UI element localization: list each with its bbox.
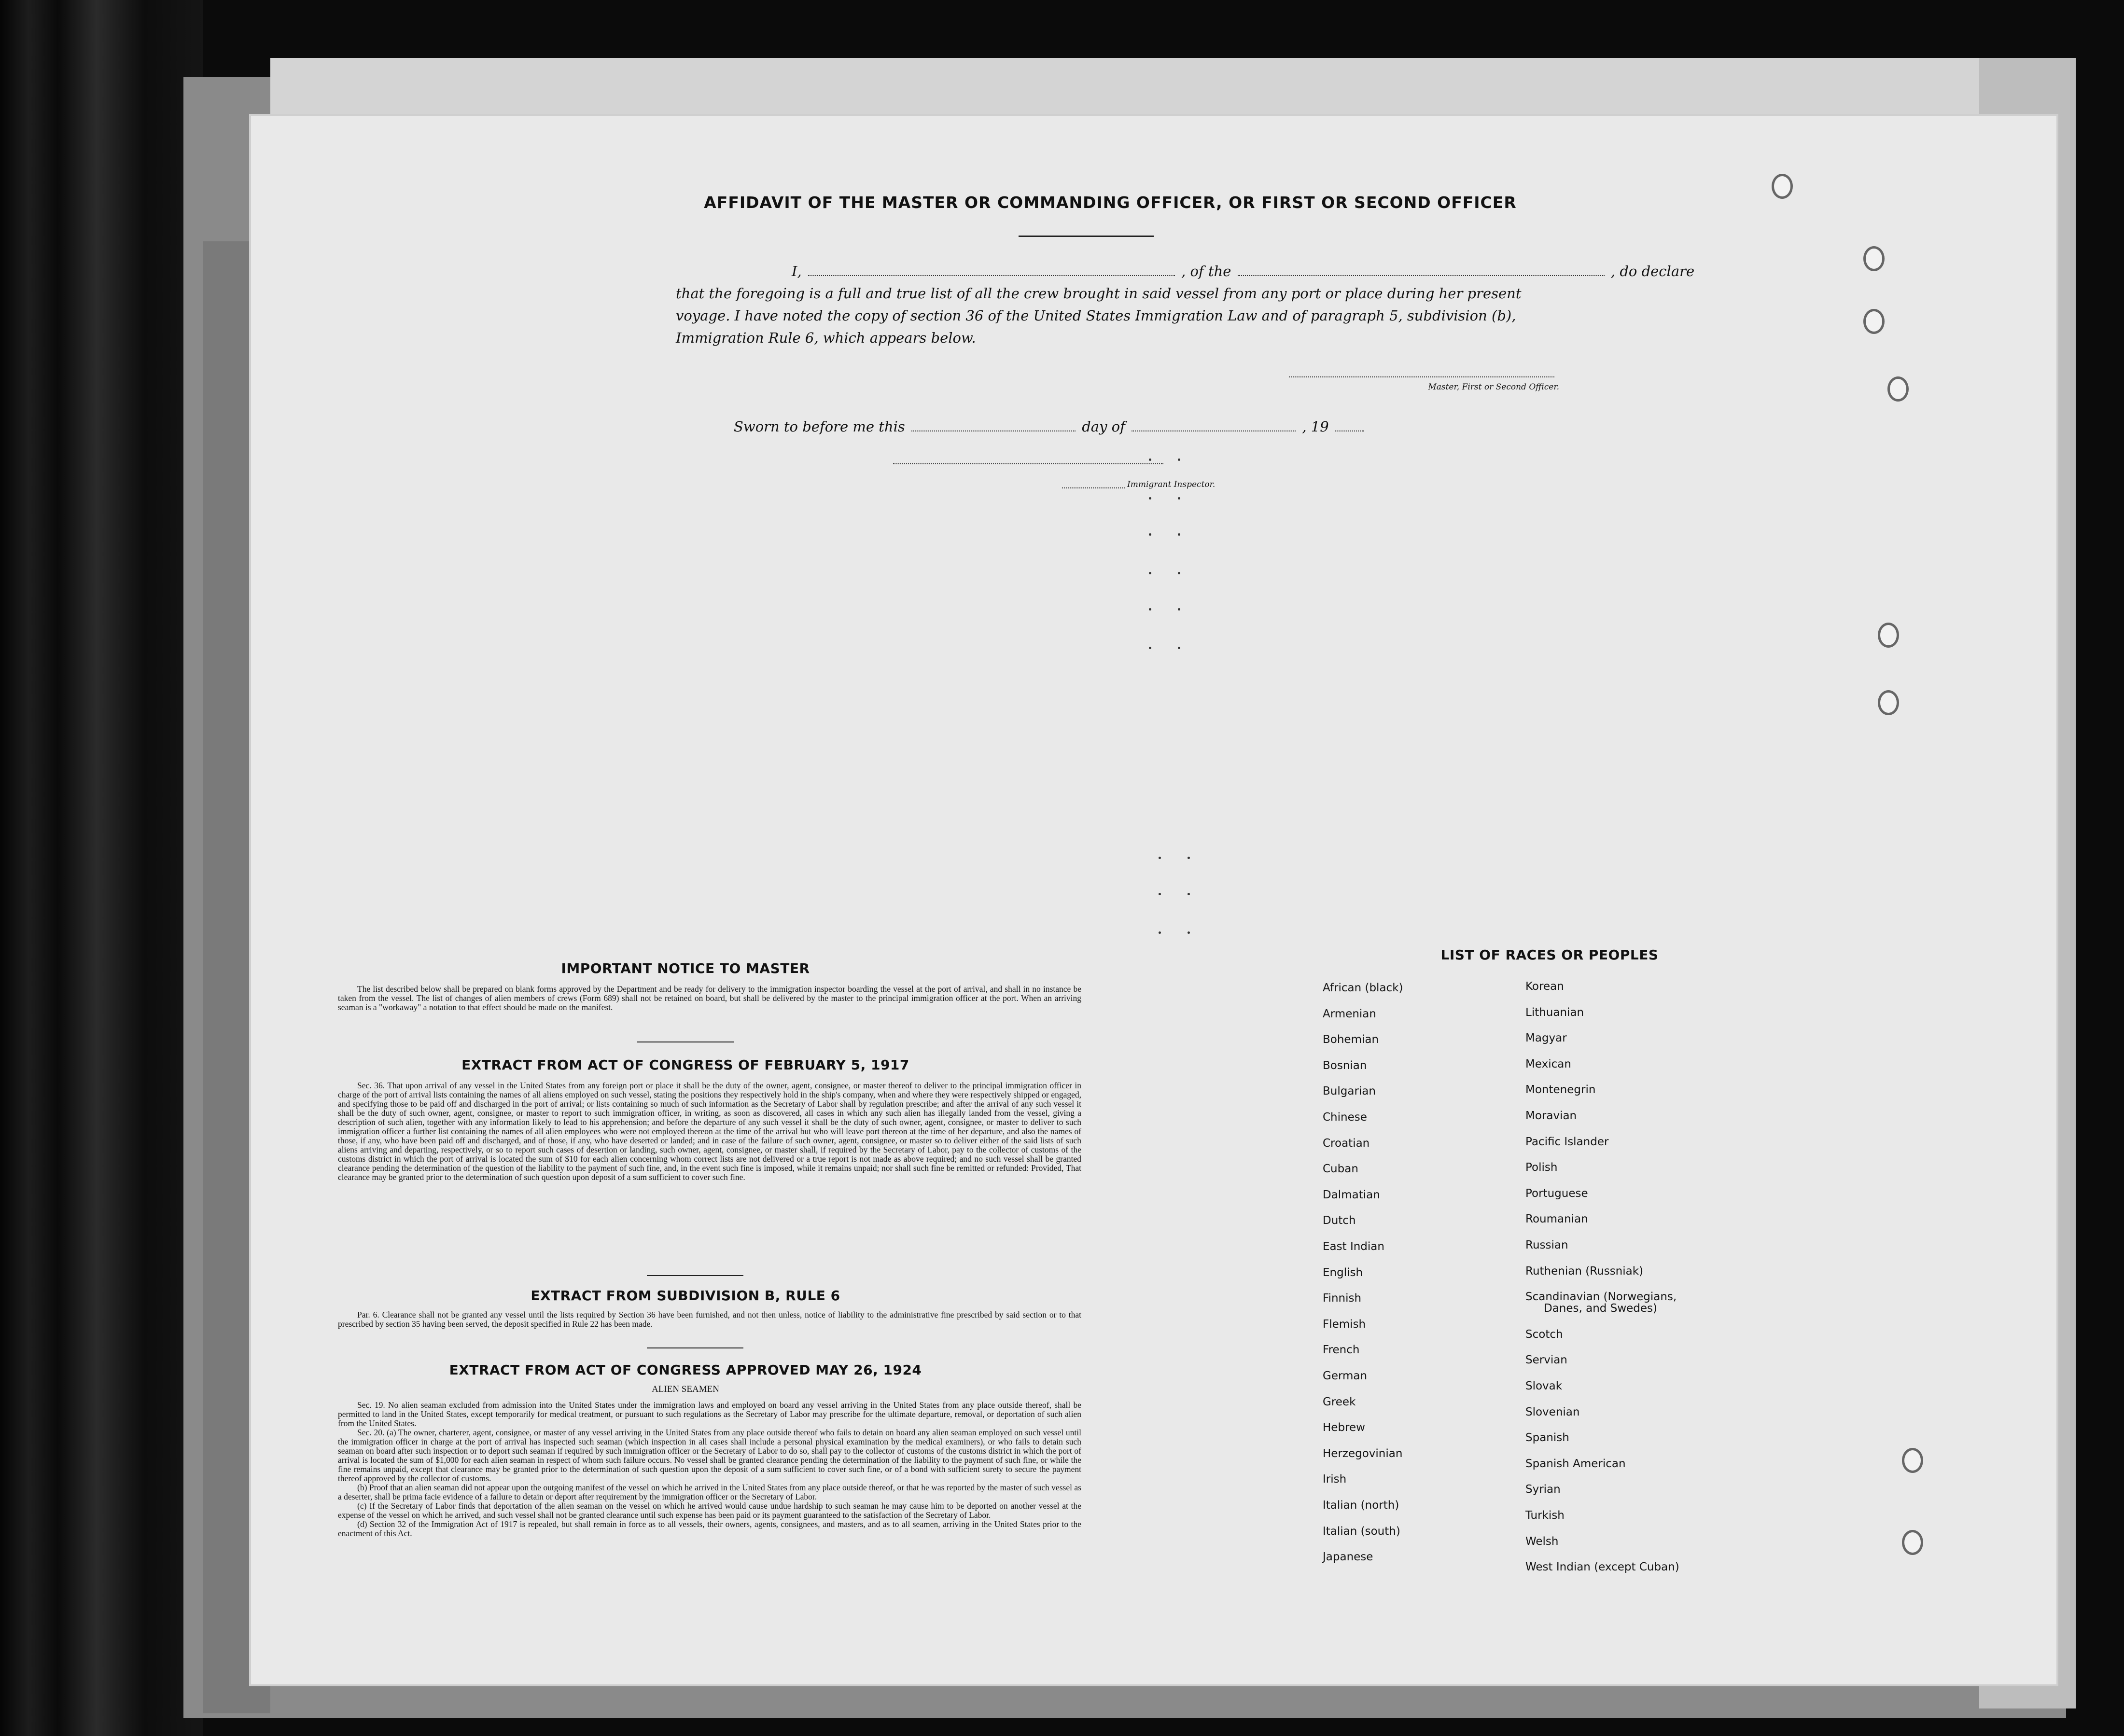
notice-title: IMPORTANT NOTICE TO MASTER (561, 960, 810, 976)
extract-1924-sec20b: (b) Proof that an alien seaman did not appear upon the outgoing manifest of the vessel on which he arrived in the United States from any place outside thereof, or that he was reported by the master of such vessel as a deserter, shall be prima facie evidence of a failure to detain or deport after requirement by the immigration officer or the Secretary of Labor. (338, 1483, 1081, 1501)
punch-hole (1902, 1448, 1923, 1473)
affidavit-line-1 (676, 261, 1844, 282)
races-column-2 (1525, 981, 1796, 1608)
extract-1917-text (338, 1081, 1081, 1182)
stray-mark (1178, 647, 1180, 649)
stray-mark (1149, 608, 1151, 611)
section-divider (647, 1347, 743, 1348)
extract-1917-title: EXTRACT FROM ACT OF CONGRESS OF FEBRUARY 5, 1917 (461, 1057, 909, 1073)
races-column-1 (1323, 982, 1516, 1610)
race-item: Japanese (1323, 1551, 1373, 1564)
stray-mark (1149, 572, 1151, 574)
race-item: Spanish American (1525, 1457, 1626, 1470)
name-blank[interactable] (808, 275, 1175, 276)
stray-mark (1188, 857, 1190, 859)
punch-hole (1878, 623, 1899, 648)
race-item: Pacific Islander (1525, 1135, 1609, 1148)
binder-edge (0, 0, 203, 1736)
affidavit-line-3: voyage. I have noted the copy of section 36 of the United States Immigration Law and of paragraph 5, subdivision (b), (676, 307, 1516, 324)
day-of-text: day of (1082, 418, 1125, 435)
race-item: Slovak (1525, 1380, 1563, 1392)
stray-mark (1188, 931, 1190, 934)
extract-1924-text (338, 1401, 1081, 1538)
race-item: Dutch (1323, 1214, 1356, 1227)
race-item: Armenian (1323, 1007, 1376, 1020)
affidavit-title: AFFIDAVIT OF THE MASTER OR COMMANDING OFFICER, OR FIRST OR SECOND OFFICER (704, 193, 1517, 212)
race-item: German (1323, 1370, 1368, 1382)
year-text: , 19 (1302, 418, 1329, 435)
inspector-caption-line (1062, 487, 1125, 488)
sworn-text: Sworn to before me this (734, 418, 905, 435)
race-item: Portuguese (1525, 1187, 1588, 1200)
section-divider (647, 1275, 743, 1276)
race-item: Scotch (1525, 1328, 1563, 1341)
race-item: Finnish (1323, 1292, 1362, 1305)
stray-mark (1149, 647, 1151, 649)
punch-hole (1863, 309, 1885, 334)
race-item: Croatian (1323, 1137, 1370, 1150)
race-item: Greek (1323, 1395, 1356, 1408)
race-item: Cuban (1323, 1163, 1358, 1176)
affidavit-line-2: that the foregoing is a full and true list of all the crew brought in said vessel from any port or place during her present (676, 285, 1522, 302)
notice-paragraph: The list described below shall be prepared on blank forms approved by the Department and be ready for delivery to the immigration inspector boarding the vessel at the port of arrival, and shall in no instance be taken from the vessel. The list of changes of alien members of crews (Form 689) shall not be retained on board, but shall be delivered by the master to the principal immigration officer at the port. When an arriving seaman is a "workaway" a notation to that effect should be made on the manifest. (338, 984, 1081, 1012)
race-item: Lithuanian (1525, 1006, 1584, 1019)
extract-1924-sec20d: (d) Section 32 of the Immigration Act of 1917 is repealed, but shall remain in force as to all vessels, their owners, agents, consignees, and masters, and as to all seamen, arriving in the United States prior to the enactment of this Act. (338, 1519, 1081, 1538)
race-item: Korean (1525, 980, 1564, 993)
race-item: Bohemian (1323, 1033, 1379, 1046)
stray-mark (1149, 533, 1151, 536)
stray-mark (1178, 572, 1180, 574)
punch-hole (1902, 1530, 1923, 1555)
race-item: Slovenian (1525, 1405, 1580, 1418)
master-caption: Master, First or Second Officer. (1428, 382, 1559, 392)
affidavit-of-the: , of the (1181, 263, 1231, 279)
extract-1917-paragraph: Sec. 36. That upon arrival of any vessel in the United States from any foreign port or place it shall be the duty of the owner, agent, consignee, or master thereof to deliver to the principal immigration officer in charge of the port of arrival lists containing the names of all aliens employed on such vessel, stating the positions they respectively hold in the ship's company, when and where they were respectively shipped or engaged, and specifying those to be paid off and discharged in the port of arrival; or lists containing so much of such information as the Secretary of Labor shall by regulation prescribe; and after the arrival of any such vessel it shall be the duty of such owner, agent, consignee, or master to report to such immigration officer, in writing, as soon as discovered, all cases in which any such alien has illegally landed from the vessel, giving a description of such alien, together with any information likely to lead to his apprehension; and before the departure of any such vessel it shall be the duty of such owner, agent, consignee, or master to deliver to such immigration officer a further list containing the names of all alien employees who were not employed thereon at the time of the arrival but who will leave port thereon at the time of her departure, and also the names of those, if any, who have been paid off and discharged, and of those, if any, who have deserted or landed; and in case of the failure of such owner, agent, consignee, or master so to deliver either of the said lists of such aliens arriving and departing, respectively, or so to report such cases of desertion or landing, such owner, agent, consignee, or master shall, if required by the Secretary of Labor, pay to the collector of customs of the customs district in which the port of arrival is located the sum of $10 for each alien concerning whom correct lists are not delivered or a true report is not made as above required; and no such vessel shall be granted clearance pending the determination of the question of the liability to the payment of such fine, and, in the event such fine is imposed, while it remains unpaid; nor shall such fine be remitted or refunded: Provided, That clearance may be granted prior to the determination of such question upon deposit of a sum sufficient to cover such fine. (338, 1081, 1081, 1182)
race-item: Welsh (1525, 1535, 1559, 1548)
extract-1924-sec20a: Sec. 20. (a) The owner, charterer, agent, consignee, or master of any vessel arriving in the United States from any place outside thereof who fails to detain on board any alien seaman employed on such vessel until the immigration officer in charge at the port of arrival has inspected such seaman (which inspection in all cases shall include a personal physical examination by the medical examiners), or who fails to detain such seaman on board after such inspection or to deport such seaman if required by such immigration officer or the Secretary of Labor to do so, shall pay to the collector of customs of the customs district in which the port of arrival is located the sum of $1,000 for each alien seaman in respect of whom such failure occurs. No vessel shall be granted clearance pending the determination of the liability to the payment of such fine, or while the fine remains unpaid, except that clearance may be granted prior to the determination of such question upon the deposit of a sum sufficient to cover such fine, or of a bond with sufficient surety to secure the payment thereof approved by the collector of customs. (338, 1428, 1081, 1483)
race-item: Syrian (1525, 1483, 1561, 1496)
master-signature-line[interactable] (1289, 376, 1554, 377)
stray-mark (1159, 931, 1161, 934)
stray-mark (1149, 458, 1151, 461)
race-item: Montenegrin (1525, 1083, 1596, 1097)
race-item: Flemish (1323, 1318, 1366, 1331)
race-item: Herzegovinian (1323, 1447, 1403, 1460)
race-item: Magyar (1525, 1032, 1567, 1045)
subdivision-paragraph: Par. 6. Clearance shall not be granted any vessel until the lists required by Section 36 have been furnished, and not then unless, notice of liability to the administrative fine prescribed by said section or to that prescribed by section 35 having been served, the deposit specified in Rule 22 has been made. (338, 1310, 1081, 1329)
races-title: LIST OF RACES OR PEOPLES (1440, 947, 1659, 963)
punch-hole (1863, 246, 1885, 271)
race-item: Polish (1525, 1161, 1558, 1174)
stray-mark (1178, 458, 1180, 461)
race-item: Russian (1525, 1239, 1568, 1251)
race-item: West Indian (except Cuban) (1525, 1561, 1679, 1574)
race-item: Turkish (1525, 1509, 1565, 1522)
stray-mark (1178, 497, 1180, 500)
race-item: Mexican (1525, 1057, 1571, 1070)
subdivision-title: EXTRACT FROM SUBDIVISION B, RULE 6 (531, 1288, 840, 1304)
affidavit-do-declare: , do declare (1610, 263, 1695, 279)
stray-mark (1159, 857, 1161, 859)
affidavit-line-4: Immigration Rule 6, which appears below. (676, 330, 976, 346)
extract-1924-subtitle: ALIEN SEAMEN (652, 1384, 719, 1394)
race-item: Italian (north) (1323, 1499, 1399, 1512)
race-item: African (black) (1323, 982, 1403, 994)
race-item: Bosnian (1323, 1059, 1367, 1072)
inspector-signature-line[interactable] (893, 463, 1163, 464)
stray-mark (1188, 893, 1190, 895)
extract-1924-sec20c: (c) If the Secretary of Labor finds that deportation of the alien seaman on the vessel on which he arrived would cause undue hardship to such seaman he may cause him to be deported on another vessel at the expense of the vessel on which he arrived, and such vessel shall not be granted clearance until such expense has been paid or its payment guaranteed to the satisfaction of the Secretary of Labor. (338, 1501, 1081, 1520)
stray-mark (1159, 893, 1161, 895)
subdivision-text (338, 1310, 1081, 1329)
race-item: Chinese (1323, 1111, 1367, 1124)
extract-1924-sec19: Sec. 19. No alien seaman excluded from admission into the United States under the immigration laws and employed on board any vessel arriving in the United States from any place outside thereof, shall be permitted to land in the United States, except temporarily for medical treatment, or pursuant to such regulations as the Secretary of Labor may prescribe for the ultimate departure, removal, or deportation of such alien from the United States. (338, 1400, 1081, 1428)
race-item: French (1323, 1344, 1360, 1357)
race-item: East Indian (1323, 1240, 1384, 1253)
stray-mark (1149, 497, 1151, 500)
sworn-line (676, 416, 1641, 437)
punch-hole (1878, 690, 1899, 715)
race-item: Moravian (1525, 1110, 1577, 1122)
affidavit-i: I, (792, 263, 802, 279)
notice-text (338, 985, 1081, 1012)
race-item: Dalmatian (1323, 1188, 1380, 1201)
race-item: Bulgarian (1323, 1085, 1376, 1098)
race-item: Italian (south) (1323, 1525, 1400, 1538)
race-item: Servian (1525, 1354, 1567, 1367)
race-item: Hebrew (1323, 1421, 1365, 1434)
race-item: Danes, and Swedes) (1544, 1302, 1657, 1315)
race-item: Roumanian (1525, 1213, 1588, 1226)
title-underline (1019, 236, 1154, 237)
extract-1924-title: EXTRACT FROM ACT OF CONGRESS APPROVED MAY 26, 1924 (449, 1362, 922, 1378)
punch-hole (1887, 376, 1909, 402)
race-item: Spanish (1525, 1431, 1569, 1444)
race-item: Ruthenian (Russniak) (1525, 1264, 1644, 1278)
inspector-caption: Immigrant Inspector. (1127, 480, 1216, 489)
race-item: Irish (1323, 1473, 1347, 1486)
race-item: English (1323, 1266, 1363, 1279)
race-item: Scandinavian (Norwegians, (1525, 1291, 1677, 1304)
vessel-blank[interactable] (1238, 275, 1605, 276)
stray-mark (1178, 533, 1180, 536)
manifest-page (251, 116, 2056, 1684)
stray-mark (1178, 608, 1180, 611)
